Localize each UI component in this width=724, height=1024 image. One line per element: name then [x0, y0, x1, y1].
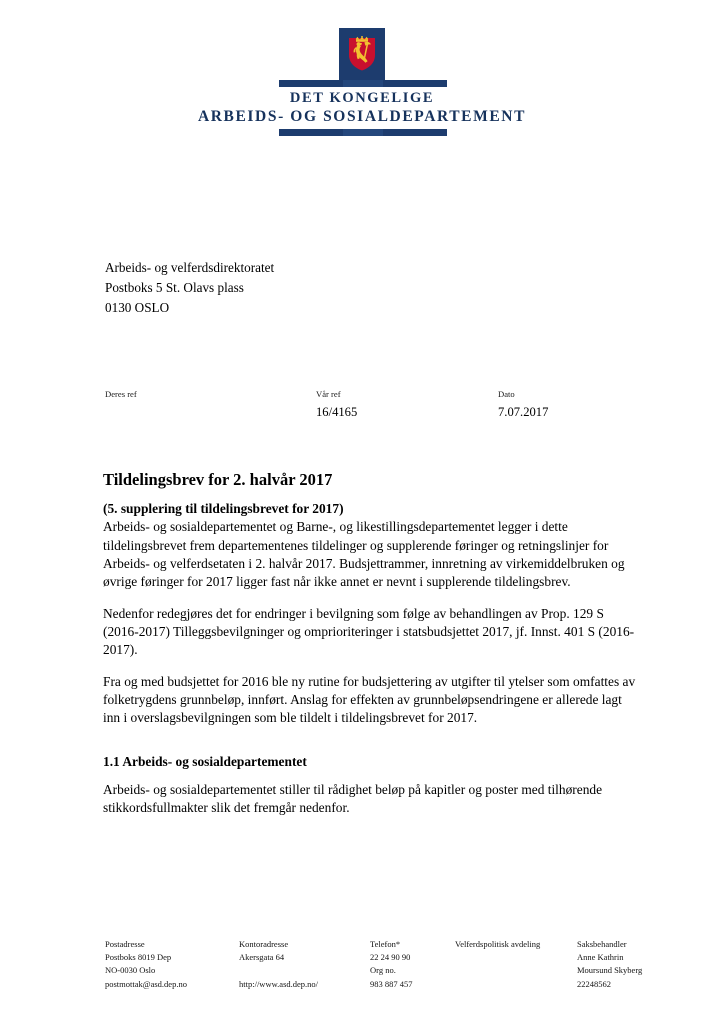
- footer-column-postadresse: [105, 938, 235, 991]
- footer-heading: Kontoradresse: [239, 939, 289, 949]
- reference-deres-ref: [105, 388, 137, 404]
- document-subtitle: (5. supplering til tildelingsbrevet for 2017): [103, 500, 344, 516]
- footer-line: 983 887 457: [370, 978, 413, 989]
- recipient-line-1: Arbeids- og velferdsdirektoratet: [105, 260, 275, 275]
- footer-line: Postboks 8019 Dep: [105, 952, 172, 963]
- footer-line: Anne Kathrin: [577, 952, 624, 963]
- footer-heading: Saksbehandler: [577, 939, 627, 949]
- footer-email[interactable]: postmottak@asd.dep.no: [105, 978, 187, 989]
- crest-banner: [339, 28, 385, 80]
- logo-rule-bottom: [223, 129, 501, 136]
- logo-line-department: ARBEIDS- OG SOSIALDEPARTEMENT: [197, 107, 527, 125]
- recipient-address: [105, 258, 274, 318]
- footer-line: Akersgata 64: [239, 952, 285, 963]
- norwegian-coat-of-arms-icon: [347, 36, 377, 72]
- footer-line: 22 24 90 90: [370, 952, 411, 963]
- footer-line: 22248562: [577, 978, 611, 989]
- footer-column-kontoradresse: [239, 938, 364, 991]
- var-ref-label: Vår ref: [316, 389, 341, 399]
- footer-heading: Postadresse: [105, 939, 145, 949]
- body-paragraph-3: Fra og med budsjettet for 2016 ble ny rutine for budsjettering av utgifter til ytelser som omfattes av folketrygdens grunnbeløp, innført. Anslag for effekten av grunnbeløpsendringene er allerede lagt inn i overslagsbevilgningen som ble tildelt i tildelingsbrevet for 2017.: [103, 673, 636, 725]
- var-ref-value: 16/4165: [316, 405, 358, 420]
- section-heading-1-1: 1.1 Arbeids- og sosialdepartementet: [103, 753, 307, 769]
- footer-website-link[interactable]: http://www.asd.dep.no/: [239, 978, 319, 989]
- logo-text: [198, 87, 526, 129]
- footer-line: Moursund Skyberg: [577, 965, 643, 976]
- reference-dato: [498, 388, 548, 422]
- logo-line-kongelige: DET KONGELIGE: [289, 90, 435, 106]
- page-title: Tildelingsbrev for 2. halvår 2017: [103, 470, 333, 489]
- body-paragraph-2: Nedenfor redegjøres det for endringer i bevilgning som følge av behandlingen av Prop. 129 S (2016-2017) Tilleggsbevilgninger og omprioriteringer i statsbudsjettet 2017, jf. Innst. 401 S (2016-2017).: [103, 605, 635, 657]
- dato-value: 7.07.2017: [498, 405, 549, 420]
- footer-line: NO-0030 Oslo: [105, 965, 156, 976]
- footer-heading: Telefon*: [370, 939, 401, 949]
- footer-column-telefon: [370, 938, 452, 991]
- footer-heading: Velferdspolitisk avdeling: [455, 939, 541, 949]
- reference-var-ref: [316, 388, 357, 422]
- dato-label: Dato: [498, 389, 515, 399]
- letterhead: [0, 28, 724, 136]
- footer-line: Org no.: [370, 965, 396, 976]
- document-body: [103, 470, 639, 831]
- recipient-line-2: Postboks 5 St. Olavs plass: [105, 280, 244, 296]
- footer-column-saksbehandler: [577, 938, 687, 991]
- footer-column-avdeling: [455, 938, 575, 951]
- recipient-line-3: 0130 OSLO: [105, 300, 170, 316]
- section-paragraph-1-1: Arbeids- og sosialdepartementet stiller til rådighet beløp på kapitler og poster med tilhørende stikkordsfullmakter slik det fremgår nedenfor.: [103, 782, 603, 816]
- deres-ref-label: Deres ref: [105, 389, 137, 399]
- body-paragraph-1: Arbeids- og sosialdepartementet og Barne-, og likestillingsdepartementet legger i dette tildelingsbrevet frem departementenes tildelinger og supplerende føringer og retningslinjer for Arbeids- og velferdsetaten i 2. halvår 2017. Budsjettrammer, innretning av virkemiddelbruken og øvrige føringer for 2017 ligger fast når ikke annet er nevnt i supplerende tildelingsbrev.: [103, 519, 625, 589]
- logo-rule-top: [223, 80, 501, 87]
